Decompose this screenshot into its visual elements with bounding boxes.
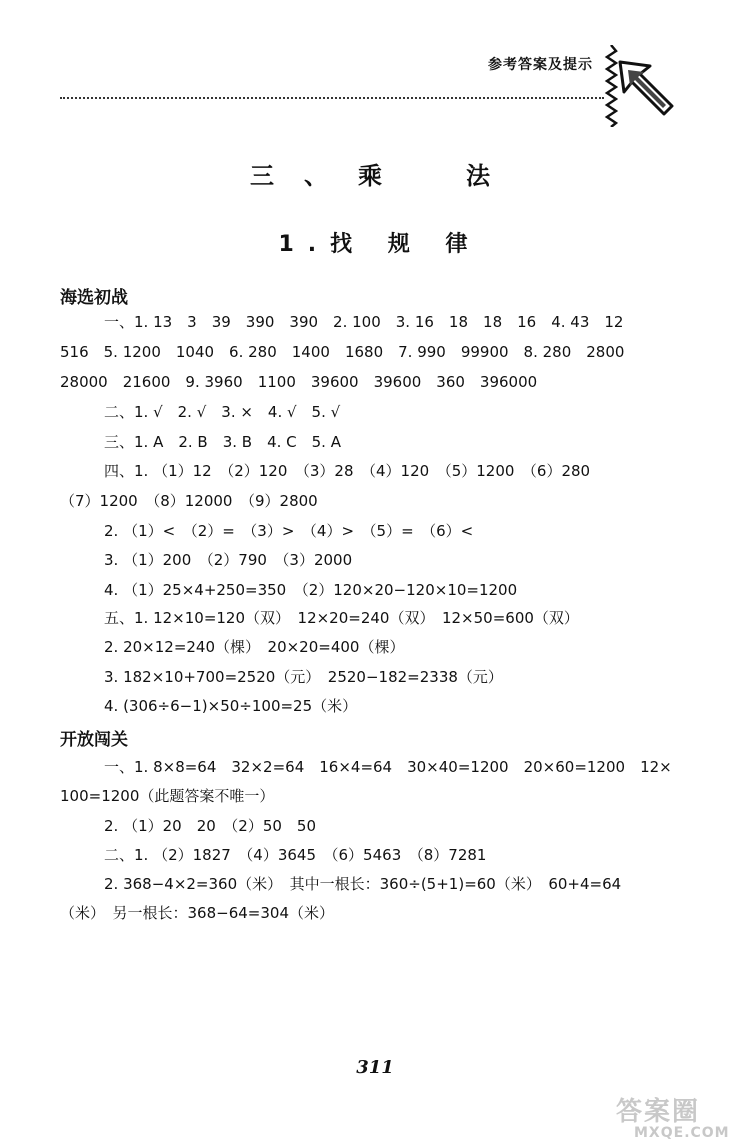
answer-line: （米） 另一根长：368−64=304（米）	[60, 904, 334, 922]
answer-line: 五、1. 12×10=120（双） 12×20=240（双） 12×50=600（双）	[104, 609, 579, 627]
header-dotted-rule	[60, 97, 604, 99]
answer-line: 四、1. （1）12 （2）120 （3）28 （4）120 （5）1200 （6）280	[104, 462, 591, 480]
answer-line: 28000 21600 9. 3960 1100 39600 39600 360 396000	[60, 373, 538, 391]
answer-line: 3. （1）200 （2）790 （3）2000	[104, 551, 353, 569]
answer-line: 一、1. 8×8=64 32×2=64 16×4=64 30×40=1200 20×60=1200 12×	[104, 758, 672, 776]
answer-line: 100=1200（此题答案不唯一）	[60, 787, 275, 805]
answer-line: 2. 368−4×2=360（米） 其中一根长：360÷(5+1)=60（米） 60+4=64	[104, 875, 622, 893]
answer-line: 2. （1）< （2）= （3）> （4）> （5）= （6）<	[104, 522, 474, 540]
answer-line: 4. (306÷6−1)×50÷100=25（米）	[104, 697, 358, 715]
answer-line: 516 5. 1200 1040 6. 280 1400 1680 7. 990 99900 8. 280 2800	[60, 343, 625, 361]
block-heading-haixuan: 海选初战	[60, 288, 128, 308]
answer-line: 二、1. √ 2. √ 3. × 4. √ 5. √	[104, 403, 341, 421]
answer-line: （7）1200 （8）12000 （9）2800	[60, 492, 318, 510]
block-heading-kaifang: 开放闯关	[60, 730, 128, 750]
zigzag-ornament	[604, 45, 618, 127]
answer-line: 一、1. 13 3 39 390 390 2. 100 3. 16 18 18 16 4. 43 12	[104, 313, 624, 331]
page-number: 311	[356, 1057, 394, 1078]
answer-line: 2. （1）20 20 （2）50 50	[104, 817, 317, 835]
section-title: 1.找 规 律	[278, 232, 482, 257]
watermark-top: 答案圈	[616, 1097, 701, 1127]
answer-line: 4. （1）25×4+250=350 （2）120×20−120×10=1200	[104, 581, 518, 599]
answer-line: 三、1. A 2. B 3. B 4. C 5. A	[104, 433, 341, 451]
watermark-logo	[616, 1097, 742, 1141]
header-label: 参考答案及提示	[488, 57, 593, 73]
watermark-bottom: MXQE.COM	[634, 1125, 730, 1141]
answer-line: 2. 20×12=240（棵） 20×20=400（棵）	[104, 638, 405, 656]
arrow-up-left-icon	[618, 60, 676, 118]
chapter-title: 三、乘 法	[250, 162, 520, 190]
answer-line: 3. 182×10+700=2520（元） 2520−182=2338（元）	[104, 668, 503, 686]
answer-line: 二、1. （2）1827 （4）3645 （6）5463 （8）7281	[104, 846, 487, 864]
